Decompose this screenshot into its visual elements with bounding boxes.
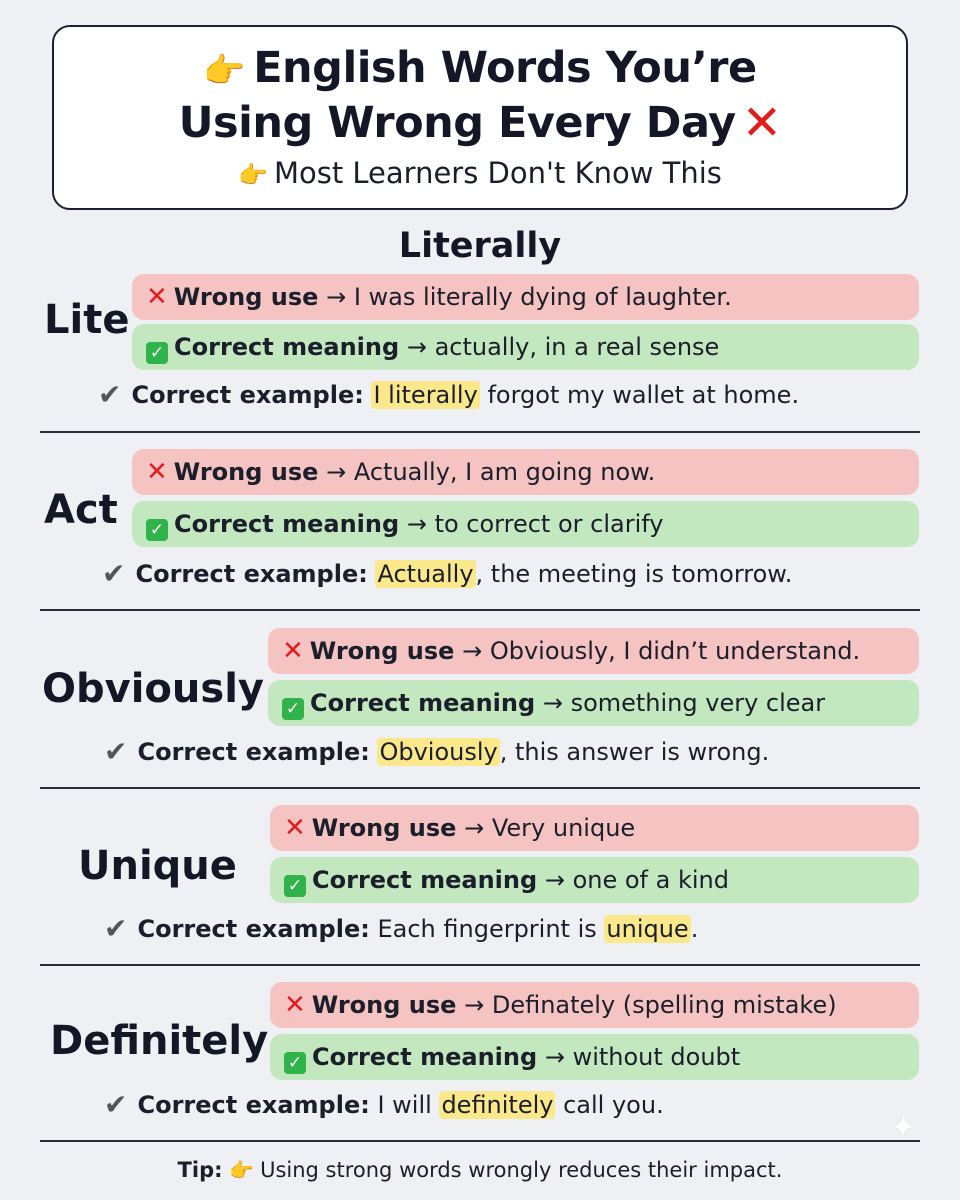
sparkle-icon: ✦: [889, 1108, 917, 1146]
section-divider: [40, 787, 920, 789]
correct-meaning-text: actually, in a real sense: [434, 333, 720, 361]
correct-meaning-text: one of a kind: [572, 866, 729, 894]
example-label: Correct example:: [137, 738, 370, 766]
cross-mark-icon: ✕: [146, 282, 168, 312]
example-row: ✔ Correct example: Actually, the meeting is tomorrow.: [102, 554, 792, 594]
checkmark-icon: ✔: [98, 378, 122, 411]
highlighted-word: definitely: [441, 1091, 554, 1119]
title-line-2: [54, 97, 906, 149]
check-box-icon: ✓: [284, 875, 306, 897]
highlighted-word: Actually: [377, 560, 474, 588]
wrong-use-row: ✕ Wrong use → Very unique: [270, 805, 919, 851]
entry-word: Act: [44, 487, 118, 533]
section-divider: [40, 964, 920, 966]
pointing-hand-icon: 👉: [229, 1158, 255, 1182]
correct-meaning-label: Correct meaning: [312, 1043, 538, 1071]
title-line-1: [54, 42, 906, 97]
wrong-use-label: Wrong use: [173, 283, 319, 311]
wrong-use-row: ✕ Wrong use → I was literally dying of laughter.: [132, 274, 919, 320]
correct-meaning-row: ✓ Correct meaning → to correct or clarify: [132, 501, 919, 547]
correct-meaning-row: ✓ Correct meaning → actually, in a real sense: [132, 324, 919, 370]
correct-meaning-label: Correct meaning: [310, 689, 536, 717]
checkmark-icon: ✔: [104, 1088, 128, 1121]
correct-meaning-row: ✓ Correct meaning → something very clear: [268, 680, 919, 726]
correct-meaning-text: something very clear: [570, 689, 826, 717]
pointing-hand-icon: 👉: [203, 51, 246, 91]
check-box-icon: ✓: [146, 519, 168, 541]
section-divider: [40, 431, 920, 433]
correct-meaning-text: without doubt: [572, 1043, 741, 1071]
example-label: Correct example:: [131, 381, 364, 409]
example-row: ✔ Correct example: Obviously, this answer is wrong.: [104, 732, 769, 772]
correct-meaning-label: Correct meaning: [312, 866, 538, 894]
highlighted-word: unique: [606, 915, 689, 943]
wrong-use-text: I was literally dying of laughter.: [353, 283, 732, 311]
entry-word: Definitely: [50, 1018, 269, 1064]
check-box-icon: ✓: [284, 1052, 306, 1074]
correct-meaning-label: Correct meaning: [174, 510, 400, 538]
example-row: ✔ Correct example: I will definitely call you.: [104, 1085, 664, 1125]
wrong-use-row: ✕ Wrong use → Definately (spelling mistake): [270, 982, 919, 1028]
tip-line: [0, 1152, 960, 1188]
correct-meaning-label: Correct meaning: [174, 333, 400, 361]
wrong-use-row: ✕ Wrong use → Obviously, I didn’t understand.: [268, 628, 919, 674]
example-row: ✔ Correct example: Each fingerprint is unique.: [104, 909, 698, 949]
wrong-use-label: Wrong use: [311, 991, 457, 1019]
entry-word: Unique: [78, 843, 237, 889]
example-label: Correct example:: [137, 915, 370, 943]
title-text-2: Using Wrong Every Day: [178, 98, 736, 148]
pointing-hand-icon: 👉: [238, 161, 268, 189]
example-label: Correct example:: [135, 560, 368, 588]
correct-meaning-text: to correct or clarify: [434, 510, 664, 538]
check-box-icon: ✓: [146, 342, 168, 364]
subtitle: [54, 155, 906, 193]
tip-label: Tip:: [177, 1158, 223, 1182]
example-row: ✔ Correct example: I literally forgot my wallet at home.: [98, 375, 799, 415]
check-box-icon: ✓: [282, 698, 304, 720]
subtitle-text: Most Learners Don't Know This: [273, 156, 722, 190]
wrong-use-label: Wrong use: [173, 458, 319, 486]
wrong-use-label: Wrong use: [309, 637, 455, 665]
wrong-use-text: Definately (spelling mistake): [491, 991, 837, 1019]
wrong-use-text: Very unique: [491, 814, 636, 842]
cross-mark-icon: ✕: [284, 990, 306, 1020]
checkmark-icon: ✔: [104, 912, 128, 945]
entry-word: Lite: [44, 297, 130, 343]
highlighted-word: Obviously: [379, 738, 498, 766]
cross-mark-icon: ✕: [741, 95, 782, 151]
section-divider: [40, 609, 920, 611]
title-text-1: English Words You’re: [253, 43, 757, 93]
wrong-use-row: ✕ Wrong use → Actually, I am going now.: [132, 449, 919, 495]
checkmark-icon: ✔: [102, 557, 126, 590]
cross-mark-icon: ✕: [282, 636, 304, 666]
highlighted-word: I literally: [373, 381, 478, 409]
top-word-heading: Literally: [398, 226, 562, 266]
entry-word: Obviously: [42, 666, 264, 712]
wrong-use-label: Wrong use: [311, 814, 457, 842]
cross-mark-icon: ✕: [146, 457, 168, 487]
correct-meaning-row: ✓ Correct meaning → without doubt: [270, 1034, 919, 1080]
header-card: [52, 25, 908, 210]
section-divider: [40, 1140, 920, 1142]
wrong-use-text: Obviously, I didn’t understand.: [489, 637, 861, 665]
tip-text: Using strong words wrongly reduces their impact.: [260, 1158, 783, 1182]
checkmark-icon: ✔: [104, 735, 128, 768]
example-label: Correct example:: [137, 1091, 370, 1119]
cross-mark-icon: ✕: [284, 813, 306, 843]
wrong-use-text: Actually, I am going now.: [353, 458, 656, 486]
correct-meaning-row: ✓ Correct meaning → one of a kind: [270, 857, 919, 903]
